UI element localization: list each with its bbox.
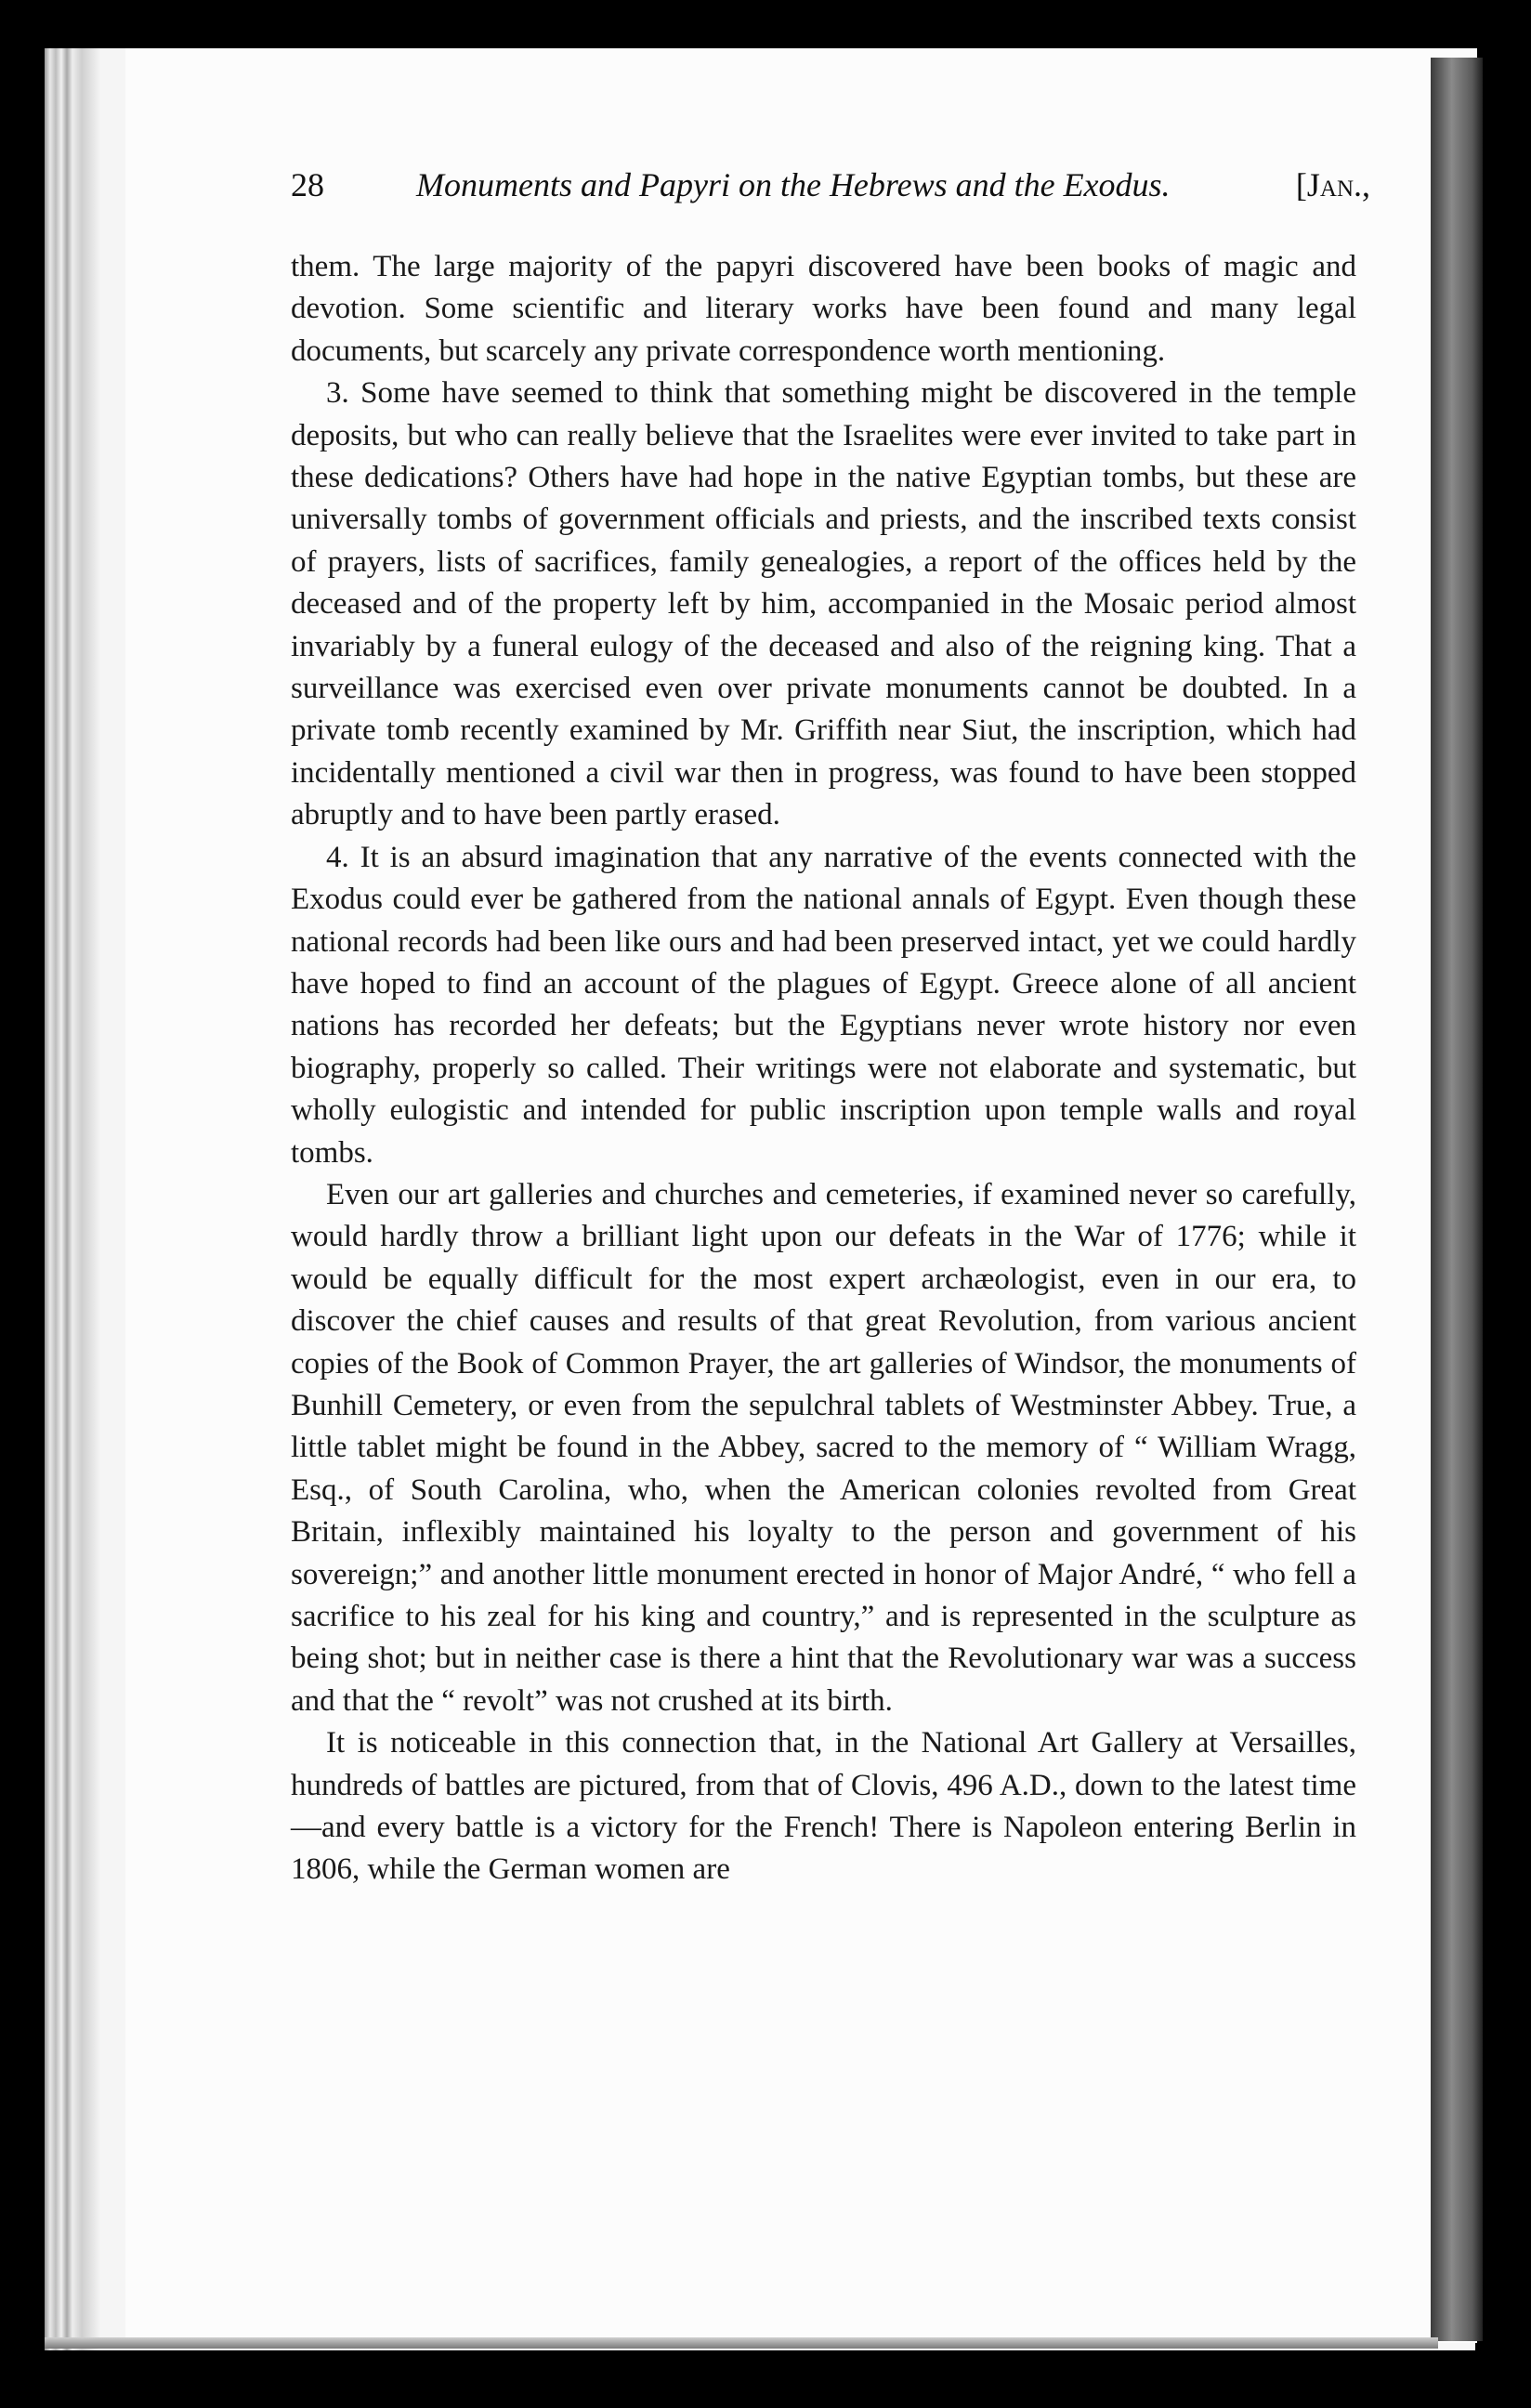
bottom-page-edge [45, 2337, 1438, 2349]
right-page-shadow [1431, 58, 1483, 2341]
scan-artifact-mark-bottom [818, 2378, 825, 2406]
paragraph-continuation: them. The large majority of the papyri discovered have been books of magic and devotion. Some scientific and literary works have been found and many legal documents, but scarcely any private correspondence worth mentioning. [291, 250, 1356, 368]
paragraph-art-galleries: Even our art galleries and churches and cemeteries, if examined never so carefully, would hardly throw a brilliant light upon our defeats in the War of 1776; while it would be equally difficult for the most expert archæologist, even in our era, to discover the chief causes and results of that great Revolution, from various ancient copies of the Book of Common Prayer, the art galleries of Windsor, the monuments of Bunhill Cemetery, or even from the sepulchral tablets of Westminster Abbey. True, a little tablet might be found in the Abbey, sacred to the memory of “ William Wragg, Esq., of South Carolina, who, when the American colonies revolted from Great Britain, inflexibly maintained his loyalty to the person and government of his sovereign;” and another little monument erected in honor of Major André, “ who fell a sacrifice to his zeal for his king and country,” and is represented in the sculpture as being shot; but in neither case is there a hint that the Revolutionary war was a success and that the “ revolt” was not crushed at its birth. [291, 1177, 1356, 1718]
running-date: [Jan., [1295, 166, 1370, 203]
paragraph-point-3: 3. Some have seemed to think that something might be discovered in the temple deposits, but who can really believe that the Israelites were ever invited to take part in these dedications? Others have had hope in the native Egyptian tombs, but these are universally tombs of government officials and priests, and the inscribed texts consist of prayers, lists of sacrifices, family genealogies, a report of the offices held by the deceased and of the property left by him, accompanied in the Mosaic period almost invariably by a funeral eulogy of the deceased and also of the reigning king. That a surveillance was exercised even over private monuments cannot be doubted. In a private tomb recently examined by Mr. Griffith near Siut, the inscription, which had incidentally mentioned a civil war then in progress, was found to have been stopped abruptly and to have been partly erased. [291, 376, 1356, 832]
page-number: 28 [291, 166, 324, 203]
scan-artifact-mark [7, 1656, 13, 1711]
paragraph-versailles: It is noticeable in this connection that, in the National Art Gallery at Versailles, hundreds of battles are pictured, from that of Clovis, 496 A.D., down to the latest time—and every battle is a victory for the French! There is Napoleon entering Berlin in 1806, while the German women are [291, 1726, 1356, 1887]
running-header [291, 165, 1370, 212]
body-text [291, 246, 1356, 1891]
running-title: Monuments and Papyri on the Hebrews and the Exodus. [416, 166, 1171, 203]
paragraph-point-4: 4. It is an absurd imagination that any narrative of the events connected with the Exodus could ever be gathered from the national annals of Egypt. Even though these national records had been like ours and had been preserved intact, yet we could hardly have hoped to find an account of the plagues of Egypt. Greece alone of all ancient nations has recorded her defeats; but the Egyptians never wrote history nor even biography, properly so called. Their writings were not elaborate and systematic, but wholly eulogistic and intended for public inscription upon temple walls and royal tombs. [291, 840, 1356, 1170]
